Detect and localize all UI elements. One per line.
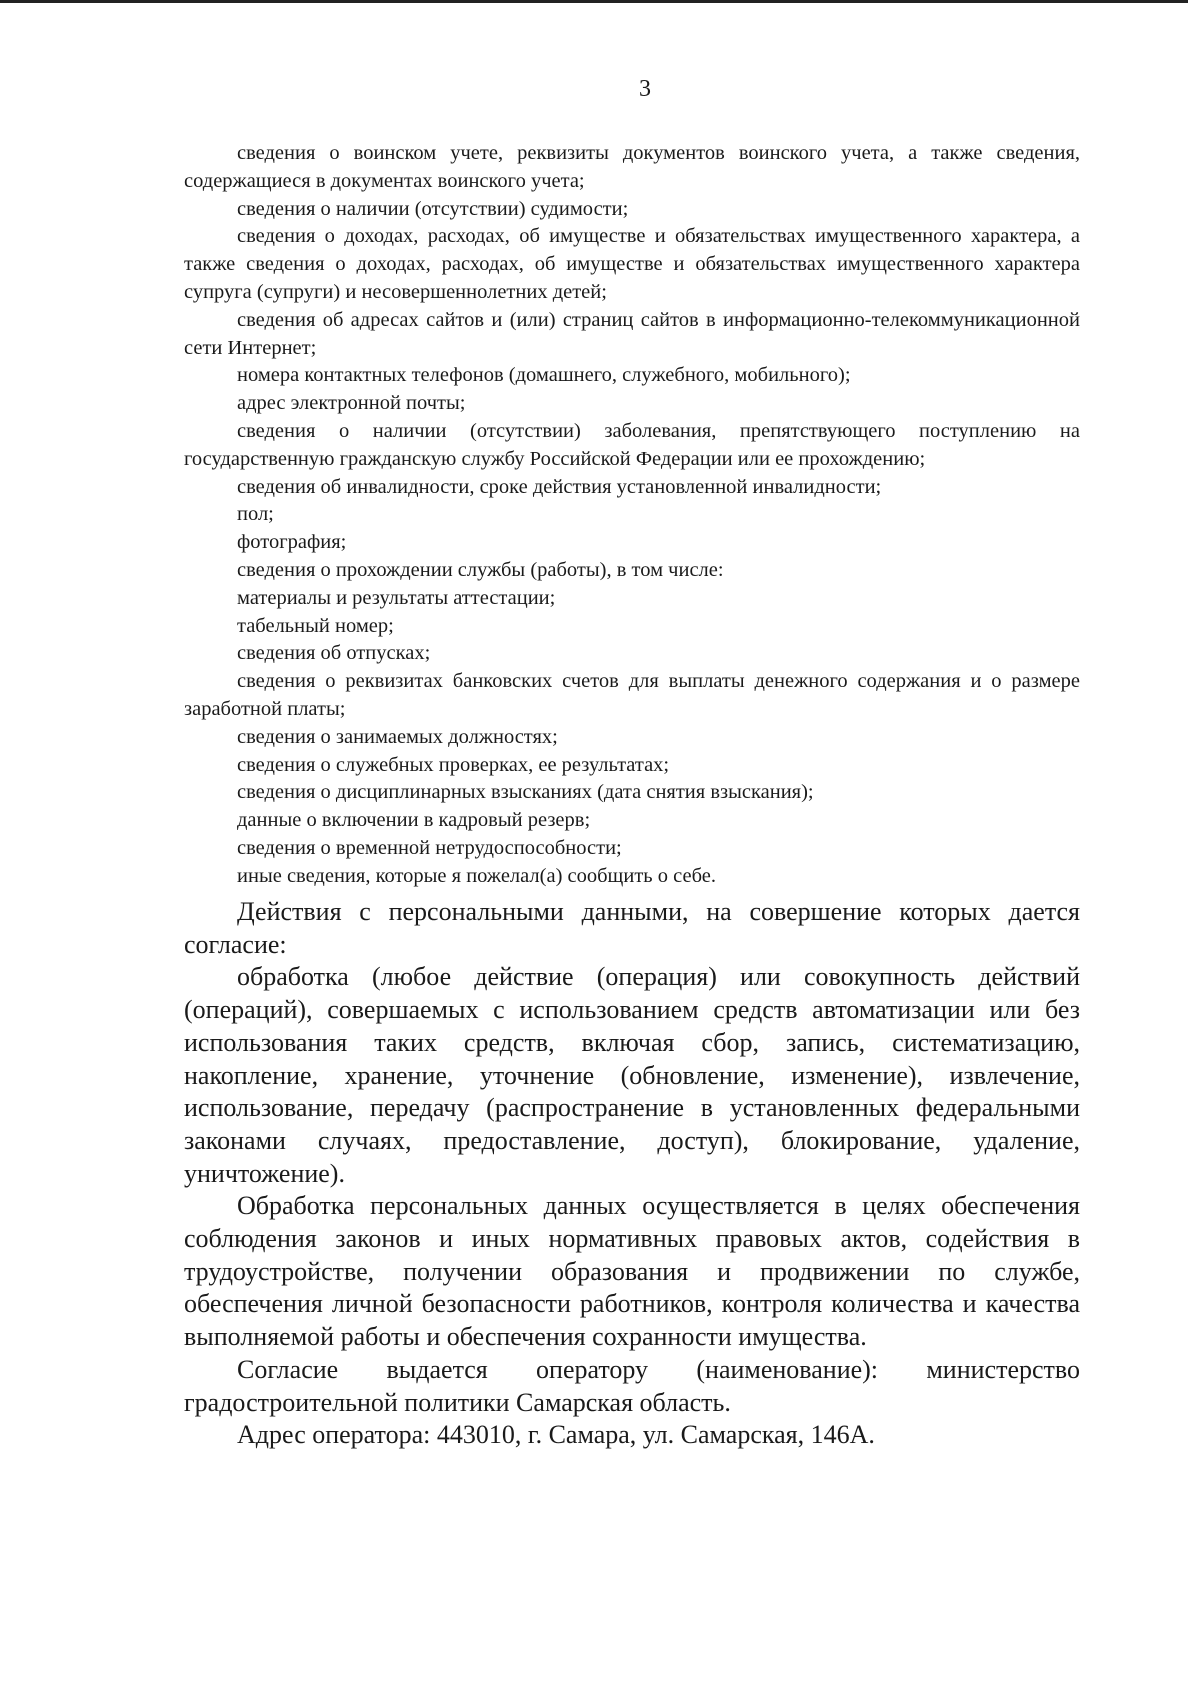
list-item: сведения о служебных проверках, ее результатах; (237, 753, 670, 776)
list-item: сведения об адресах сайтов и (или) страниц сайтов в информационно-телекоммуникационной сети Интернет; (184, 308, 1080, 359)
list-item: материалы и результаты аттестации; (237, 586, 556, 609)
list-item: сведения о наличии (отсутствии) заболевания, препятствующего поступлению на государственную гражданскую службу Российской Федерации или ее прохождению; (184, 419, 1080, 470)
top-border-line (0, 0, 1188, 3)
page-number: 3 (639, 76, 651, 102)
list-item: сведения о наличии (отсутствии) судимости; (237, 197, 629, 220)
operator-address-paragraph: Адрес оператора: 443010, г. Самара, ул. Самарская, 146А. (237, 1420, 875, 1450)
list-item: фотография; (237, 531, 347, 554)
operator-name-paragraph: Согласие выдается оператору (наименование): министерство градостроительной политики Самарская область. (184, 1354, 1080, 1417)
list-item: иные сведения, которые я пожелал(а) сообщить о себе. (237, 864, 716, 887)
list-item: сведения о временной нетрудоспособности; (237, 836, 622, 859)
consent-terms (184, 896, 1080, 1452)
list-item: данные о включении в кадровый резерв; (237, 809, 591, 832)
list-item: сведения о реквизитах банковских счетов для выплаты денежного содержания и о размере заработной платы; (184, 670, 1080, 720)
actions-heading-paragraph: Действия с персональными данными, на совершение которых дается согласие: (184, 897, 1080, 959)
list-item: сведения об инвалидности, сроке действия установленной инвалидности; (237, 475, 882, 498)
list-item: сведения о дисциплинарных взысканиях (дата снятия взыскания); (237, 781, 814, 804)
list-item: сведения о прохождении службы (работы), в том числе: (237, 558, 724, 581)
list-item: номера контактных телефонов (домашнего, служебного, мобильного); (237, 364, 851, 387)
personal-data-list (184, 140, 1080, 891)
processing-purpose-paragraph: Обработка персональных данных осуществляется в целях обеспечения соблюдения законов и иных нормативных правовых актов, содействия в трудоустройстве, получении образования и продвижении по службе, обеспечения личной безопасности работников, контроля количества и качества выполняемой работы и обеспечения сохранности имущества. (184, 1191, 1080, 1352)
processing-definition-paragraph: обработка (любое действие (операция) или совокупность действий (операций), совершаемых с использованием средств автоматизации или без использования таких средств, включая сбор, запись, систематизацию, накопление, хранение, уточнение (обновление, изменение), извлечение, использование, передачу (распространение в установленных федеральными законами случаях, предоставление, доступ), блокирование, удаление, уничтожение). (184, 962, 1080, 1188)
list-item: пол; (237, 503, 274, 526)
list-item: сведения о занимаемых должностях; (237, 725, 558, 748)
list-item: табельный номер; (237, 614, 394, 637)
list-item: сведения об отпусках; (237, 642, 431, 665)
list-item: адрес электронной почты; (237, 392, 466, 415)
list-item: сведения о доходах, расходах, об имуществе и обязательствах имущественного характера, а также сведения о доходах, расходах, об имуществе и обязательствах имущественного характера супруга (супруги) и несовершеннолетних детей; (184, 225, 1080, 303)
list-item: сведения о воинском учете, реквизиты документов воинского учета, а также сведения, содержащиеся в документах воинского учета; (184, 142, 1080, 192)
